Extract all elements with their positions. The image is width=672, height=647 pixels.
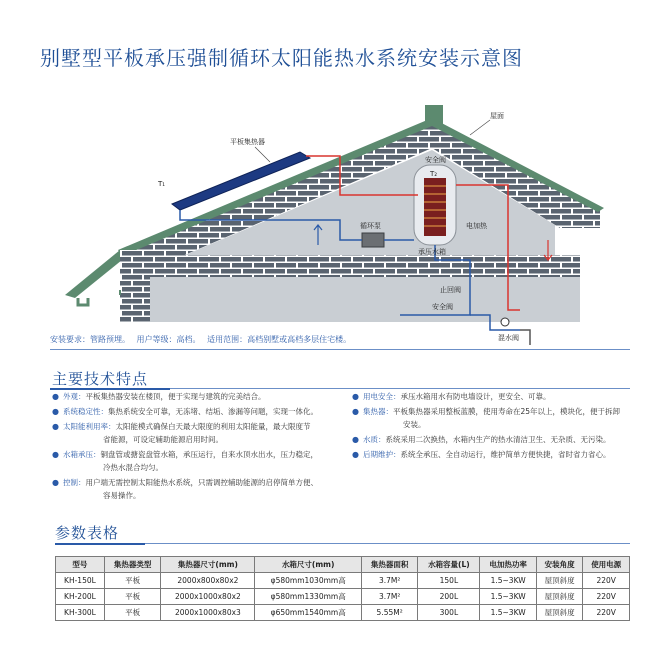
cell: 220V [583,605,630,621]
label-t2: T₂ [430,170,438,178]
col-header: 型号 [56,557,105,573]
cell: KH-200L [56,589,105,605]
cell: 2000x800x80x2 [161,573,255,589]
label-pump: 循环泵 [360,222,381,230]
label-safety-valve-bottom: 安全阀 [432,303,453,311]
left-wall-brick [120,250,150,322]
feature-item: ● 后期维护：系统全承压、全自动运行，维护简单方便快捷，省时省力省心。 [352,450,611,459]
features-heading: 主要技术特点 [52,370,149,388]
features-left [52,390,342,504]
col-header: 水箱尺寸(mm) [255,557,361,573]
feature-item: ● 外观：平板集热器安装在楼顶，便于实现与建筑的完美结合。 [52,392,266,401]
cell: 220V [583,573,630,589]
roof-eave [65,250,122,298]
label-check-valve: 止回阀 [440,286,461,294]
floor-brick-band [120,255,580,277]
cell: 屋顶斜度 [536,589,583,605]
cell: 2000x1000x80x2 [161,589,255,605]
label-t1: T₁ [158,180,166,188]
install-requirements [50,334,355,345]
cell: 150L [418,573,480,589]
params-heading: 参数表格 [55,524,120,542]
mixing-valve [501,318,509,326]
col-header: 集热器面积 [361,557,417,573]
cell: 1.5~3KW [480,589,536,605]
cell: 平板 [104,605,160,621]
feature-item: ● 系统稳定性：集热系统安全可靠，无冻堵、结垢、渗漏等问题，实现一体化。 [52,407,318,416]
lower-wall [120,277,580,322]
feature-item: ● 控制：用户端无需控制太阳能热水系统，只需调控辅助能源的启停简单方便、 容易操作。 [52,478,318,500]
cell: 3.7M² [361,589,417,605]
table-row [56,605,630,621]
circulation-pump [362,233,384,247]
page-title: 别墅型平板承压强制循环太阳能热水系统安装示意图 [40,46,523,70]
table-row [56,573,630,589]
cell: 5.55M² [361,605,417,621]
features-right [352,390,642,463]
spec-table [55,556,630,621]
cell: φ580mm1030mm高 [255,573,361,589]
cell: 200L [418,589,480,605]
col-header: 集热器类型 [104,557,160,573]
label-collector: 平板集热器 [230,138,265,146]
cell: 平板 [104,573,160,589]
cell: φ580mm1330mm高 [255,589,361,605]
cell: 220V [583,589,630,605]
cell: 300L [418,605,480,621]
installation-diagram [0,100,672,360]
cell: 3.7M² [361,573,417,589]
cell: 屋顶斜度 [536,605,583,621]
cell: φ650mm1540mm高 [255,605,361,621]
cell: KH-150L [56,573,105,589]
feature-item: ● 水箱承压：铜盘管或搪瓷盘管水箱，承压运行，自来水顶水出水，压力稳定， 冷热水混合均匀。 [52,450,318,472]
label-roof: 屋面 [490,112,504,120]
divider [50,349,630,350]
cell: 屋顶斜度 [536,573,583,589]
label-safety-valve-top: 安全阀 [425,156,446,164]
label-mixer: 混水阀 [498,334,519,342]
cell: 平板 [104,589,160,605]
feature-item: ● 水质：系统采用二次换热，水箱内生产的热水清洁卫生、无杂质、无污染。 [352,435,611,444]
req-user-level: 用户等级：高档。 [136,335,201,344]
req-scope: 适用范围：高档别墅或高档多层住宅楼。 [207,335,352,344]
feature-item: ● 用电安全：承压水箱用水有防电墙设计，更安全、可靠。 [352,392,551,401]
feature-item: ● 太阳能利用率：太阳能模式确保白天最大限度的利用太阳能量，最大限度节 省能源，可设定辅助能源启用时间。 [52,422,311,444]
label-heater: 电加热 [466,222,487,230]
cell: KH-300L [56,605,105,621]
cell: 1.5~3KW [480,573,536,589]
gutter-pipe [78,298,88,305]
col-header: 使用电源 [583,557,630,573]
req-install: 安装要求：管路预埋。 [50,335,130,344]
col-header: 集热器尺寸(mm) [161,557,255,573]
cell: 1.5~3KW [480,605,536,621]
table-header-row [56,557,630,573]
col-header: 水箱容量(L) [418,557,480,573]
col-header: 安装角度 [536,557,583,573]
table-row [56,589,630,605]
label-tank: 承压水箱 [418,248,446,256]
params-rule [55,543,145,545]
col-header: 电加热功率 [480,557,536,573]
cell: 2000x1000x80x3 [161,605,255,621]
feature-item: ● 集热器：平板集热器采用整板蓝膜，使用寿命在25年以上，模块化，便于拆卸 安装。 [352,407,621,429]
